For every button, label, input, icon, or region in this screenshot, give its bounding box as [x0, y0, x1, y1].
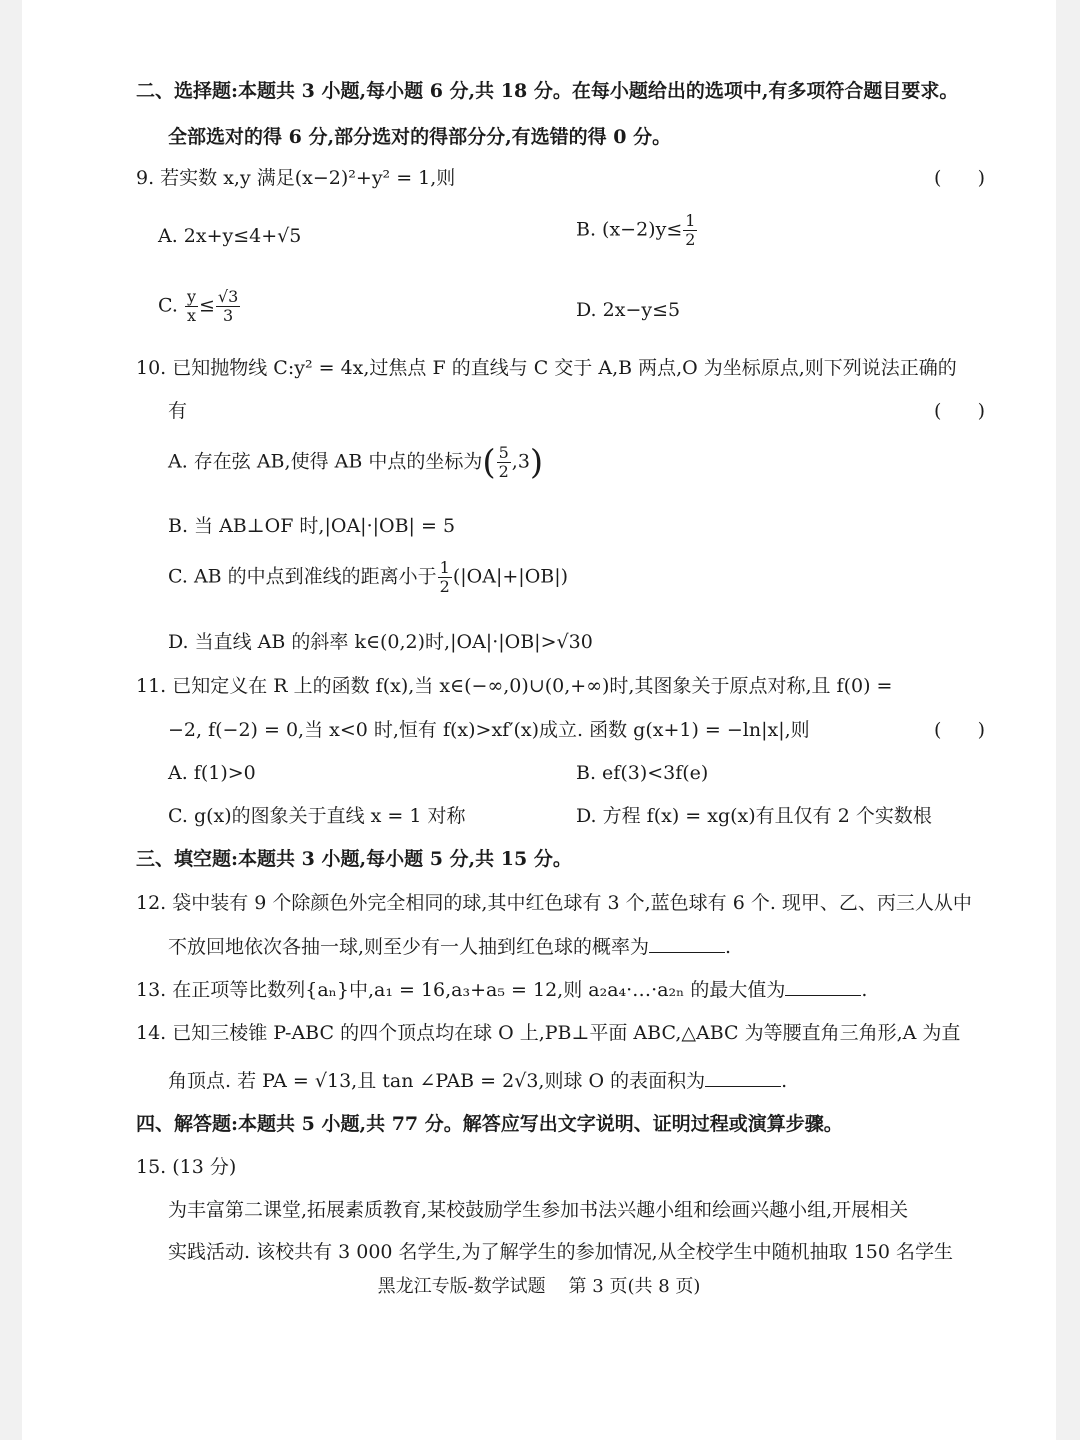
q10-option-a-fraction: [497, 444, 511, 481]
q11-option-c: C. g(x)的图象关于直线 x = 1 对称: [168, 805, 466, 827]
q10-answer-paren: ( ): [934, 400, 986, 422]
q10-stem-line1: 10. 已知抛物线 C:y² = 4x,过焦点 F 的直线与 C 交于 A,B 两点,O 为坐标原点,则下列说法正确的: [136, 357, 957, 379]
page-footer: 黑龙江专版-数学试题 第 3 页(共 8 页): [377, 1276, 701, 1297]
q12-answer-blank: [649, 934, 725, 953]
q10-option-a-suffix: ,3: [511, 450, 530, 473]
q9-option-b-fraction: [683, 212, 697, 249]
q14-line2-text: 角顶点. 若 PA = √13,且 tan ∠PAB = 2√3,则球 O 的表面积为: [168, 1070, 706, 1092]
q9-option-c-op: ≤: [199, 294, 215, 317]
q13-line: [136, 977, 867, 1002]
q10-option-a-rparen: ): [529, 442, 544, 483]
section2-header-line2: 全部选对的得 6 分,部分选对的得部分分,有选错的得 0 分。: [168, 126, 672, 148]
q11-stem-line1: 11. 已知定义在 R 上的函数 f(x),当 x∈(−∞,0)∪(0,+∞)时,其图象关于原点对称,且 f(0) =: [136, 675, 893, 697]
q11-option-a: A. f(1)>0: [168, 762, 256, 784]
q13-line-text: 13. 在正项等比数列{aₙ}中,a₁ = 16,a₃+a₅ = 12,则 a₂a₄·…·a₂ₙ 的最大值为: [136, 979, 786, 1001]
q14-answer-blank: [705, 1068, 781, 1087]
q9-option-c-left-fraction: [185, 288, 198, 325]
q15-line1: 为丰富第二课堂,拓展素质教育,某校鼓励学生参加书法兴趣小组和绘画兴趣小组,开展相关: [168, 1199, 909, 1221]
q9-answer-paren: ( ): [934, 167, 986, 189]
q9-option-d: D. 2x−y≤5: [576, 299, 681, 321]
q15-line2: 实践活动. 该校共有 3 000 名学生,为了解学生的参加情况,从全校学生中随机抽取 150 名学生: [168, 1241, 953, 1263]
q10-stem-line2: 有: [168, 400, 188, 422]
q10-option-c-fraction: [438, 559, 452, 596]
q15-title: 15. (13 分): [136, 1156, 237, 1178]
exam-page: [22, 0, 1056, 1440]
q12-line2-text: 不放回地依次各抽一球,则至少有一人抽到红色球的概率为: [168, 936, 650, 958]
q10-option-a-num: 5: [498, 443, 509, 462]
q9-option-a: A. 2x+y≤4+√5: [158, 225, 302, 247]
q9-option-c-rden: 3: [223, 306, 234, 325]
q10-option-b: B. 当 AB⊥OF 时,|OA|·|OB| = 5: [168, 515, 456, 537]
q9-option-b-den: 2: [685, 230, 696, 249]
q14-end: .: [781, 1070, 788, 1092]
q13-answer-blank: [785, 977, 861, 996]
q9-option-b: [576, 212, 698, 249]
section2-header-line1: 二、选择题:本题共 3 小题,每小题 6 分,共 18 分。在每小题给出的选项中,有多项符合题目要求。: [136, 80, 959, 102]
q14-line1: 14. 已知三棱锥 P-ABC 的四个顶点均在球 O 上,PB⊥平面 ABC,△ABC 为等腰直角三角形,A 为直: [136, 1022, 961, 1044]
q10-option-d: D. 当直线 AB 的斜率 k∈(0,2)时,|OA|·|OB|>√30: [168, 631, 593, 653]
section3-header: 三、填空题:本题共 3 小题,每小题 5 分,共 15 分。: [136, 848, 572, 870]
q9-option-c: [158, 288, 241, 325]
q10-option-a-den: 2: [498, 462, 509, 481]
q10-option-c-suffix: (|OA|+|OB|): [452, 565, 569, 588]
q9-stem: 9. 若实数 x,y 满足(x−2)²+y² = 1,则: [136, 167, 456, 189]
q12-end: .: [725, 936, 732, 958]
q10-option-c: [168, 559, 568, 596]
q10-option-c-den: 2: [439, 577, 450, 596]
q9-option-c-prefix: C.: [158, 294, 178, 317]
q12-line2: [168, 934, 731, 959]
q11-stem-line2: −2, f(−2) = 0,当 x<0 时,恒有 f(x)>xf′(x)成立. 函数 g(x+1) = −ln|x|,则: [168, 719, 810, 741]
q10-option-a-lparen: (: [482, 442, 496, 483]
q11-option-b: B. ef(3)<3f(e): [576, 762, 709, 784]
q10-option-c-num: 1: [439, 558, 450, 577]
q9-option-c-rnum: √3: [217, 287, 239, 306]
q9-option-b-prefix: B. (x−2)y≤: [576, 218, 683, 241]
q9-option-c-lnum: y: [186, 287, 196, 306]
q13-end: .: [861, 979, 868, 1001]
section4-header: 四、解答题:本题共 5 小题,共 77 分。解答应写出文字说明、证明过程或演算步骤。: [136, 1113, 843, 1135]
q10-option-a: [168, 444, 543, 481]
q9-option-c-lden: x: [186, 306, 196, 325]
q11-answer-paren: ( ): [934, 719, 986, 741]
q10-option-a-prefix: A. 存在弦 AB,使得 AB 中点的坐标为: [168, 450, 483, 473]
q11-option-d: D. 方程 f(x) = xg(x)有且仅有 2 个实数根: [576, 805, 932, 827]
q12-line1: 12. 袋中装有 9 个除颜色外完全相同的球,其中红色球有 3 个,蓝色球有 6 个. 现甲、乙、丙三人从中: [136, 892, 972, 914]
q14-line2: [168, 1068, 787, 1093]
q10-option-c-prefix: C. AB 的中点到准线的距离小于: [168, 565, 437, 588]
q9-option-b-num: 1: [685, 211, 696, 230]
q9-option-c-right-fraction: [216, 288, 240, 325]
